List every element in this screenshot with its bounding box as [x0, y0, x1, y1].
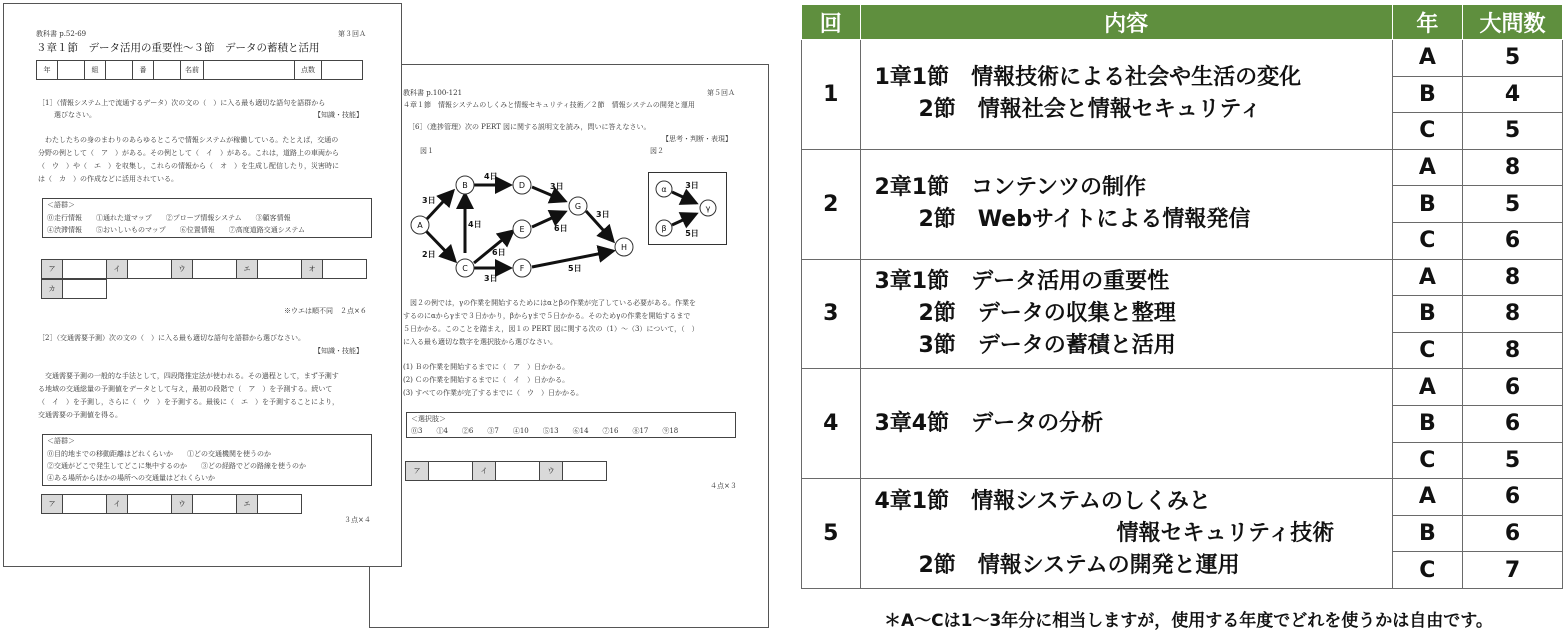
ws2-choices-title: ＜選択肢＞ [411, 415, 446, 423]
field-input[interactable] [57, 60, 85, 80]
answer-box[interactable] [428, 461, 473, 481]
ws1-q2-answer-row [42, 495, 302, 514]
ws2-fig2-label: 図２ [650, 147, 664, 155]
choices-title: ＜語群＞ [47, 437, 75, 445]
field-input[interactable] [321, 60, 363, 80]
year-cell: A [1392, 259, 1462, 296]
ws1-q1-body: （ ウ ）や（ エ ）を収集し，これらの情報から（ オ ）を生成し配信したり，災害時に [38, 162, 339, 170]
edge-label: 6日 [492, 248, 506, 257]
node-label: β [661, 224, 667, 233]
content-line: 2節 情報システムの開発と運用 [874, 552, 1240, 578]
pert-diagram-figure1 [408, 165, 648, 285]
worksheet-page-2 [369, 64, 769, 628]
choices-line: ④ある場所からほかの場所への交通量はどれくらいか [47, 474, 215, 482]
field-input[interactable] [153, 60, 181, 80]
ws1-title: ３章１節 データ活用の重要性～３節 データの蓄積と活用 [36, 42, 320, 54]
header-content: 内容 [860, 5, 1392, 40]
answer-label: カ [41, 279, 63, 299]
content-line: 情報セキュリティ技術 [874, 520, 1335, 546]
ws1-q2-body: 交通需要の予測値を得る。 [38, 411, 122, 419]
choices-line: ②交通がどこで発生してどこに集中するのか ③どの経路でどの路線を使うのか [47, 462, 306, 470]
year-cell: B [1392, 296, 1462, 333]
round-number: 4 [802, 369, 861, 479]
ws1-q2-body: （ イ ）を予測し，さらに（ ウ ）を予測する。最後に（ エ ）を予測することにより， [38, 398, 339, 406]
answer-box[interactable] [562, 461, 607, 481]
node-label: D [518, 181, 526, 190]
unit-content [860, 40, 1392, 150]
ws2-question: (2) Ｃの作業を開始するまでに（ イ ）日かかる。 [403, 376, 570, 384]
round-number: 5 [802, 479, 861, 589]
question-count-cell: 6 [1463, 222, 1563, 259]
ws2-choices: ⓪3 ①4 ②6 ③7 ④10 ⑤13 ⑥14 ⑦16 ⑧17 ⑨18 [411, 427, 679, 435]
answer-box[interactable] [127, 494, 172, 514]
edge-label: 3日 [484, 274, 498, 283]
ws2-body-line: ５日かかる。このことを踏まえ，図１の PERT 図に関する次の（1）～（3）について，（ ） [403, 325, 699, 333]
schedule-header-row [802, 5, 1563, 40]
node-label: α [661, 185, 667, 194]
question-count-cell: 4 [1463, 76, 1563, 113]
field-label: 点数 [294, 60, 322, 80]
ws1-q1-score: ※ウエは順不同 ２点×６ [284, 307, 367, 315]
year-cell: B [1392, 515, 1462, 552]
ws1-num: 第３回Ａ [338, 30, 366, 38]
answer-label: ウ [539, 461, 563, 481]
ws1-q1-answer-row-2 [42, 280, 107, 299]
ws1-ref: 教科書 p.52-69 [36, 30, 87, 38]
question-count-cell: 6 [1463, 369, 1563, 406]
content-line: 4章1節 情報システムのしくみと [874, 488, 1211, 514]
ws2-q6-tag: 【思考・判断・表現】 [662, 135, 732, 143]
ws1-name-row [37, 61, 363, 80]
answer-label: ウ [171, 494, 193, 514]
answer-label: イ [106, 494, 128, 514]
header-year: 年 [1392, 5, 1462, 40]
edge-label: 3日 [685, 181, 699, 190]
year-cell: A [1392, 40, 1462, 77]
ws2-question: (1) Ｂの作業を開始するまでに（ ア ）日かかる。 [403, 363, 570, 371]
footnote: ＊A～Cは1～3年分に相当しますが，使用する年度でどれを使うかは自由です。 [884, 611, 1493, 631]
answer-label: ア [41, 494, 63, 514]
round-number: 2 [802, 149, 861, 259]
question-count-cell: 8 [1463, 332, 1563, 369]
year-cell: C [1392, 113, 1462, 150]
question-count-cell: 8 [1463, 296, 1563, 333]
ws1-q1-text: ［1］（情報システム上で流通するデータ）次の文の（ ）に入る最も適切な語句を語群から [38, 99, 326, 107]
content-line: 2章1節 コンテンツの制作 [874, 175, 1147, 201]
ws1-q2-choices-box [42, 434, 372, 486]
question-count-cell: 8 [1463, 259, 1563, 296]
schedule-row [802, 149, 1563, 186]
question-count-cell: 5 [1463, 442, 1563, 479]
ws1-q2-body: 交通需要予測の一般的な手法として，四段階推定法が使われる。その過程として，まず予測す [38, 372, 339, 380]
year-cell: C [1392, 332, 1462, 369]
field-label: 年 [36, 60, 58, 80]
year-cell: B [1392, 186, 1462, 223]
question-count-cell: 7 [1463, 552, 1563, 589]
question-count-cell: 5 [1463, 40, 1563, 77]
round-number: 1 [802, 40, 861, 150]
node-label: F [519, 264, 525, 273]
question-count-cell: 8 [1463, 149, 1563, 186]
answer-box[interactable] [192, 494, 237, 514]
answer-box[interactable] [62, 279, 107, 299]
content-line: 3章1節 データ活用の重要性 [874, 268, 1170, 294]
answer-box[interactable] [257, 494, 302, 514]
content-line: 2節 情報社会と情報セキュリティ [874, 97, 1262, 123]
schedule-body [802, 40, 1563, 589]
question-count-cell: 6 [1463, 405, 1563, 442]
node-label: A [417, 221, 423, 230]
field-label: 番 [132, 60, 154, 80]
ws1-q1-choices-box [42, 198, 372, 238]
schedule-row [802, 369, 1563, 406]
unit-content [860, 149, 1392, 259]
year-cell: C [1392, 442, 1462, 479]
ws1-q1-tag: 【知識・技能】 [314, 111, 363, 119]
question-count-cell: 5 [1463, 186, 1563, 223]
ws2-ref: 教科書 p.100-121 [403, 89, 463, 97]
ws2-num: 第５回Ａ [707, 89, 735, 97]
year-cell: A [1392, 369, 1462, 406]
schedule-row [802, 40, 1563, 77]
answer-label: ウ [171, 259, 193, 279]
ws2-body-line: 図２の例では，γの作業を開始するためにはαとβの作業が完了している必要がある。作業を [403, 299, 696, 307]
answer-label: エ [236, 494, 258, 514]
edge-label: 5日 [685, 229, 699, 238]
answer-label: イ [106, 259, 128, 279]
edge-label: 2日 [422, 250, 436, 259]
edge-label: 4日 [484, 172, 498, 181]
content-line: 1章1節 情報技術による社会や生活の変化 [874, 65, 1302, 91]
year-cell: A [1392, 479, 1462, 516]
unit-content [860, 259, 1392, 369]
answer-label: オ [301, 259, 323, 279]
content-line: 3節 データの蓄積と活用 [874, 332, 1176, 358]
answer-box[interactable] [495, 461, 540, 481]
answer-box[interactable] [62, 259, 107, 279]
edge-label: 4日 [468, 220, 482, 229]
field-label: 名前 [180, 60, 204, 80]
unit-content [860, 369, 1392, 479]
node-label: C [462, 264, 468, 273]
ws2-question: (3) すべての作業が完了するまでに（ ウ ）日かかる。 [403, 389, 583, 397]
schedule-row [802, 479, 1563, 516]
edge-label: 3日 [550, 182, 564, 191]
pert-diagram-figure2 [648, 172, 728, 246]
ws1-q1-answer-row [42, 260, 367, 279]
field-input[interactable] [105, 60, 133, 80]
node-label: H [620, 243, 628, 252]
ws1-q2-body: る地域の交通総量の予測値をデータとして与え，最初の段階で（ ア ）を予測する。続いて [38, 385, 333, 393]
answer-box[interactable] [127, 259, 172, 279]
field-label: 組 [84, 60, 106, 80]
question-count-cell: 5 [1463, 113, 1563, 150]
year-cell: B [1392, 76, 1462, 113]
unit-content [860, 479, 1392, 589]
ws2-choices-box [406, 412, 736, 438]
ws2-title: ４章１節 情報システムのしくみと情報セキュリティ技術／２節 情報システムの開発と運用 [403, 101, 695, 109]
ws2-score: ４点×３ [710, 482, 737, 490]
field-input[interactable] [203, 60, 295, 80]
content-line: 2節 Webサイトによる情報発信 [874, 207, 1251, 233]
ws1-q1-body: 分野の例として（ ア ）がある。その例として（ イ ）がある。これは，道路上の車両から [38, 149, 339, 157]
ws2-q6-text: ［6］（進捗管理）次の PERT 図に関する説明文を読み，問いに答えなさい。 [408, 123, 651, 131]
worksheet-page-1 [3, 3, 402, 567]
ws1-q2-score: ３点×４ [344, 516, 371, 524]
ws2-answer-row [406, 462, 607, 481]
year-cell: C [1392, 222, 1462, 259]
ws1-q2-tag: 【知識・技能】 [314, 347, 363, 355]
ws2-fig1-label: 図１ [420, 147, 434, 155]
node-label: γ [705, 204, 711, 213]
node-label: G [574, 202, 582, 211]
answer-label: ア [405, 461, 429, 481]
ws1-q1-body: わたしたちの身のまわりのあらゆるところで情報システムが稼働している。たとえば，交通の [38, 136, 339, 144]
answer-label: ア [41, 259, 63, 279]
round-number: 3 [802, 259, 861, 369]
choices-line: ⓪目的地までの移動距離はどれくらいか ①どの交通機関を使うのか [47, 450, 271, 458]
year-cell: B [1392, 405, 1462, 442]
answer-label: イ [472, 461, 496, 481]
choices-title: ＜語群＞ [47, 201, 75, 209]
edge-label: 3日 [596, 210, 610, 219]
question-count-cell: 6 [1463, 479, 1563, 516]
header-question-count: 大問数 [1463, 5, 1563, 40]
schedule-table [801, 4, 1563, 589]
schedule-row [802, 259, 1563, 296]
choices-line: ④渋滞情報 ⑤おいしいものマップ ⑥位置情報 ⑦高度道路交通システム [47, 226, 306, 234]
ws1-q1-text2: 選びなさい。 [54, 111, 96, 119]
ws2-body-line: に入る最も適切な数字を選択肢から選びなさい。 [403, 338, 557, 346]
ws1-q1-body: は（ カ ）の作成などに活用されている。 [38, 175, 178, 183]
ws1-q2-text: ［2］（交通需要予測）次の文の（ ）に入る最も適切な語句を語群から選びなさい。 [38, 334, 305, 342]
answer-box[interactable] [62, 494, 107, 514]
answer-box[interactable] [192, 259, 237, 279]
node-label: B [462, 181, 468, 190]
year-cell: A [1392, 149, 1462, 186]
edge-label: 3日 [422, 196, 436, 205]
answer-label: エ [236, 259, 258, 279]
edge-label: 5日 [568, 264, 582, 273]
edge-label: 6日 [554, 224, 568, 233]
content-line: 3章4節 データの分析 [874, 410, 1104, 436]
content-line: 2節 データの収集と整理 [874, 300, 1176, 326]
answer-box[interactable] [322, 259, 367, 279]
ws2-body-line: するのにαからγまで３日かかり，βからγまで５日かかる。そのためγの作業を開始するまで [403, 312, 691, 320]
year-cell: C [1392, 552, 1462, 589]
header-round: 回 [802, 5, 861, 40]
question-count-cell: 6 [1463, 515, 1563, 552]
answer-box[interactable] [257, 259, 302, 279]
choices-line: ⓪走行情報 ①通れた道マップ ②プローブ情報システム ③顧客情報 [47, 214, 291, 222]
node-label: E [519, 225, 525, 234]
